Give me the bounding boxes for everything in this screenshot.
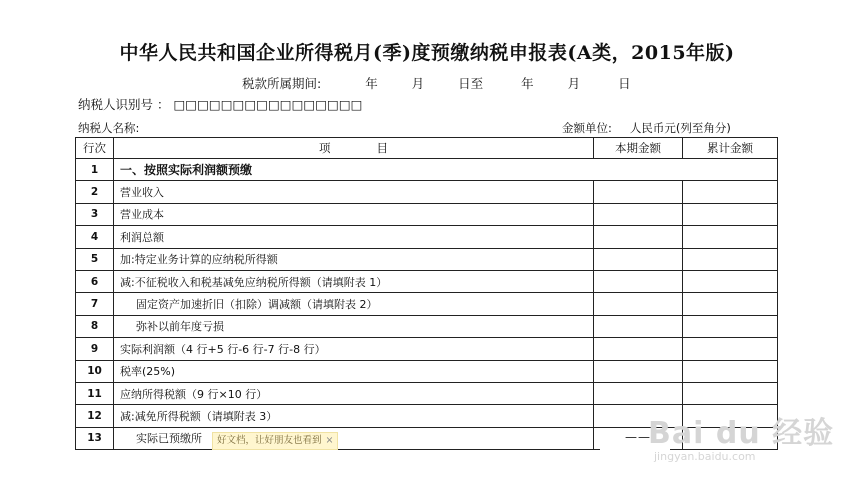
current-amount-cell[interactable] <box>594 270 683 292</box>
period-year: 年 <box>365 76 378 91</box>
row-item: 营业成本 <box>114 203 594 225</box>
row-number: 10 <box>76 360 114 382</box>
row-number: 1 <box>76 159 114 181</box>
table-row <box>76 382 778 404</box>
taxpayer-id-row <box>78 95 362 113</box>
current-amount-cell[interactable] <box>594 181 683 203</box>
period-day-2: 日 <box>618 76 631 91</box>
row-item: 利润总额 <box>114 226 594 248</box>
table-row <box>76 270 778 292</box>
current-amount-cell[interactable] <box>594 226 683 248</box>
current-amount-cell[interactable] <box>594 338 683 360</box>
share-tooltip[interactable] <box>212 432 338 450</box>
row-item: 弥补以前年度亏损 <box>114 315 594 337</box>
share-tooltip-text: 好文档，让好朋友也看到 <box>217 435 322 446</box>
period-year-2: 年 <box>521 76 534 91</box>
cumulative-amount-cell[interactable] <box>683 248 778 270</box>
header-row-no: 行次 <box>76 138 114 159</box>
row-item: 加:特定业务计算的应纳税所得额 <box>114 248 594 270</box>
taxpayer-id-label: 纳税人识别号 ： <box>78 97 170 112</box>
row-number: 13 <box>76 427 114 449</box>
row-item: 固定资产加速折旧（扣除）调减额（请填附表 2） <box>114 293 594 315</box>
taxpayer-name-label: 纳税人名称: <box>78 121 140 135</box>
table-row <box>76 159 778 181</box>
row-item: 实际已预缴所 <box>114 427 594 449</box>
row-number: 2 <box>76 181 114 203</box>
row-number: 6 <box>76 270 114 292</box>
table-row <box>76 315 778 337</box>
row-item: 实际利润额（4 行+5 行-6 行-7 行-8 行） <box>114 338 594 360</box>
table-row <box>76 203 778 225</box>
watermark-logo: Bai du 经验 <box>648 416 835 451</box>
table-row <box>76 248 778 270</box>
amount-unit <box>562 120 731 136</box>
cumulative-amount-cell[interactable] <box>683 293 778 315</box>
header-current-amount: 本期金额 <box>594 138 683 159</box>
period-month: 月 <box>411 76 425 91</box>
tax-period <box>242 74 631 92</box>
taxpayer-id-boxes: □□□□□□□□□□□□□□□□ <box>173 97 363 112</box>
row-item: 一、按照实际利润额预缴 <box>114 159 778 181</box>
current-amount-cell[interactable] <box>594 248 683 270</box>
row-number: 4 <box>76 226 114 248</box>
cumulative-amount-cell[interactable] <box>683 181 778 203</box>
row-item: 应纳所得税额（9 行×10 行） <box>114 382 594 404</box>
current-amount-cell[interactable] <box>594 360 683 382</box>
header-item: 项 目 <box>114 138 594 159</box>
table-row <box>76 181 778 203</box>
row-number: 11 <box>76 382 114 404</box>
row-number: 5 <box>76 248 114 270</box>
baidu-watermark <box>648 408 834 463</box>
table-row <box>76 293 778 315</box>
cumulative-amount-cell[interactable] <box>683 315 778 337</box>
cumulative-amount-cell[interactable] <box>683 338 778 360</box>
table-header-row <box>76 138 778 159</box>
cumulative-amount-cell[interactable] <box>683 270 778 292</box>
declaration-table <box>75 137 778 450</box>
row-number: 12 <box>76 405 114 427</box>
row-item: 税率(25%) <box>114 360 594 382</box>
row-number: 7 <box>76 293 114 315</box>
current-amount-cell[interactable] <box>594 203 683 225</box>
period-label: 税款所属期间: <box>242 76 322 91</box>
table-row <box>76 360 778 382</box>
watermark-url: jingyan.baidu.com <box>654 450 756 463</box>
amount-unit-value: 人民币元(列至角分) <box>629 121 731 135</box>
row-number: 3 <box>76 203 114 225</box>
amount-unit-label: 金额单位: <box>562 121 612 135</box>
table-row <box>76 226 778 248</box>
table-row <box>76 338 778 360</box>
close-icon[interactable]: × <box>325 435 334 446</box>
row-number: 9 <box>76 338 114 360</box>
current-amount-cell[interactable] <box>594 382 683 404</box>
cumulative-amount-cell[interactable] <box>683 226 778 248</box>
period-month-2: 月 <box>567 76 581 91</box>
current-amount-cell[interactable] <box>594 293 683 315</box>
form-title: 中华人民共和国企业所得税月(季)度预缴纳税申报表(A类，2015年版) <box>119 42 735 64</box>
cumulative-amount-cell[interactable] <box>683 360 778 382</box>
header-cumulative-amount: 累计金额 <box>683 138 778 159</box>
row-number: 8 <box>76 315 114 337</box>
cumulative-amount-cell[interactable] <box>683 203 778 225</box>
row-item: 减:不征税收入和税基减免应纳税所得额（请填附表 1） <box>114 270 594 292</box>
period-day-to: 日至 <box>458 76 484 91</box>
current-amount-cell[interactable] <box>594 315 683 337</box>
row-item: 减:减免所得税额（请填附表 3） <box>114 405 594 427</box>
row-item: 营业收入 <box>114 181 594 203</box>
cumulative-amount-cell[interactable] <box>683 382 778 404</box>
row13-current-dash: —— <box>625 430 651 444</box>
